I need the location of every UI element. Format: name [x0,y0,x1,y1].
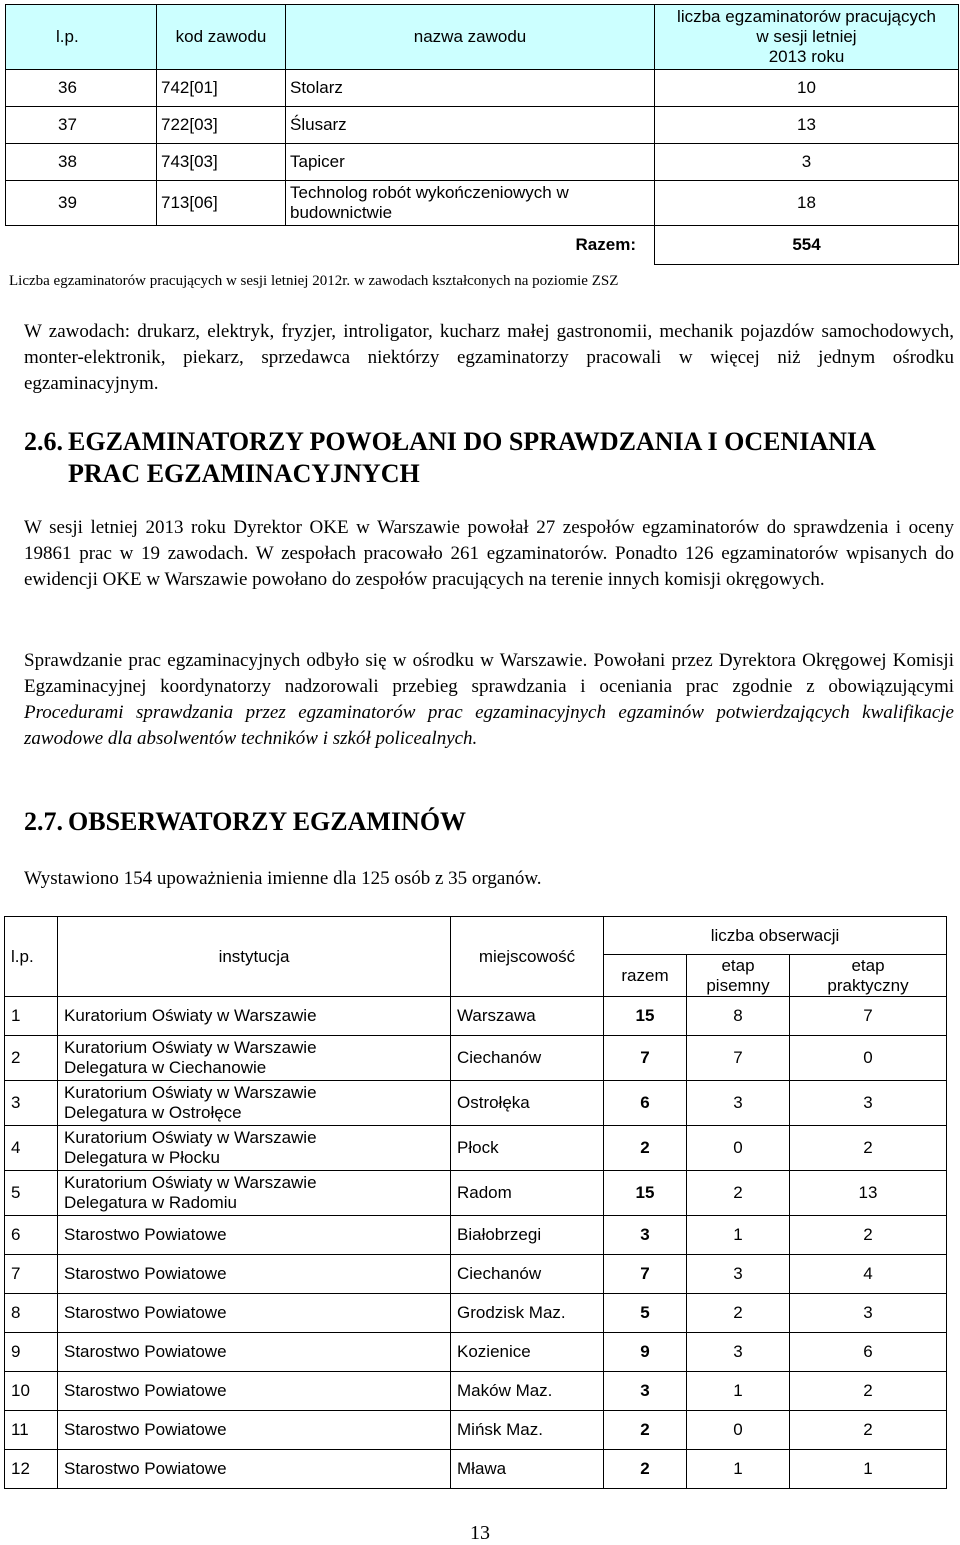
cell-razem: 3 [604,1216,687,1255]
cell-praktyczny: 13 [790,1171,947,1216]
cell-nazwa [286,181,655,226]
cell-instytucja-line1: Starostwo Powiatowe [64,1303,227,1322]
cell-praktyczny: 4 [790,1255,947,1294]
cell-miejscowosc: Maków Maz. [451,1372,604,1411]
examiners-table-header [6,5,959,70]
cell-instytucja [58,1126,451,1171]
page-number: 13 [470,1522,490,1544]
section-heading-2-6 [24,426,876,490]
cell-instytucja-line2: Delegatura w Ostrołęce [64,1103,242,1122]
cell-nazwa-line1: Technolog robót wykończeniowych w [290,183,569,202]
cell-instytucja-line1: Starostwo Powiatowe [64,1264,227,1283]
cell-instytucja-line1: Starostwo Powiatowe [64,1342,227,1361]
observers-table [4,916,947,1489]
header-liczba-line2: w sesji letniej [756,27,857,46]
cell-razem: 5 [604,1294,687,1333]
header-pisemny-line1: etap [721,955,755,975]
cell-instytucja [58,997,451,1036]
cell-lp: 3 [5,1081,58,1126]
observers-table-body [5,997,947,1489]
cell-instytucja-line1: Kuratorium Oświaty w Warszawie [64,1173,317,1192]
cell-lp: 37 [6,107,157,144]
cell-praktyczny: 2 [790,1126,947,1171]
cell-praktyczny: 2 [790,1411,947,1450]
cell-praktyczny: 7 [790,997,947,1036]
cell-pisemny: 3 [687,1081,790,1126]
cell-razem: 7 [604,1036,687,1081]
table-row [5,1216,947,1255]
cell-miejscowosc: Kozienice [451,1333,604,1372]
cell-nazwa-line2: budownictwie [290,203,393,222]
cell-instytucja-line1: Starostwo Powiatowe [64,1459,227,1478]
cell-miejscowosc: Białobrzegi [451,1216,604,1255]
sum-label: Razem: [575,235,636,255]
cell-lp: 6 [5,1216,58,1255]
cell-lp: 1 [5,997,58,1036]
section-title-line2: PRAC EGZAMINACYJNYCH [68,459,420,488]
cell-instytucja-line1: Starostwo Powiatowe [64,1420,227,1439]
cell-lp: 5 [5,1171,58,1216]
header-miejscowosc: miejscowość [451,917,604,997]
paragraph-checking [24,648,954,752]
cell-instytucja [58,1081,451,1126]
table-caption: Liczba egzaminatorów pracujących w sesji letniej 2012r. w zawodach kształconych na poziomie ZSZ [9,273,619,289]
cell-nazwa: Stolarz [286,70,655,107]
cell-pisemny: 1 [687,1372,790,1411]
header-nazwa: nazwa zawodu [286,5,655,70]
header-razem: razem [604,955,687,997]
header-pisemny [687,955,790,997]
cell-pisemny: 3 [687,1333,790,1372]
cell-lp: 38 [6,144,157,181]
cell-miejscowosc: Ciechanów [451,1255,604,1294]
cell-instytucja [58,1450,451,1489]
table-row [5,1450,947,1489]
paragraph-authorizations: Wystawiono 154 upoważnienia imienne dla 125 osób z 35 organów. [24,868,542,889]
table-row [5,997,947,1036]
cell-miejscowosc: Radom [451,1171,604,1216]
cell-razem: 15 [604,1171,687,1216]
section-title-line1: EGZAMINATORZY POWOŁANI DO SPRAWDZANIA I OCENIANIA [68,427,876,456]
cell-praktyczny: 6 [790,1333,947,1372]
cell-pisemny: 7 [687,1036,790,1081]
cell-pisemny: 1 [687,1216,790,1255]
cell-liczba: 3 [655,144,959,181]
cell-kod: 722[03] [157,107,286,144]
cell-razem: 9 [604,1333,687,1372]
header-praktyczny-line1: etap [851,955,885,975]
table-row [6,70,959,107]
cell-nazwa: Tapicer [286,144,655,181]
cell-pisemny: 3 [687,1255,790,1294]
paragraph-examiners: W sesji letniej 2013 roku Dyrektor OKE w Warszawie powołał 27 zespołów egzaminatorów do sprawdzenia i oceny 19861 prac w 19 zawodach. W zespołach pracowało 261 egzaminatorów. Ponadto 126 egzaminatorów wpisanych do ewidencji OKE w Warszawie powołano do zespołów pracujących na terenie innych komisji okręgowych. [24,517,954,590]
sum-value: 554 [655,226,959,265]
cell-kod: 743[03] [157,144,286,181]
table-sum-row [6,226,959,265]
cell-instytucja [58,1372,451,1411]
table-row [5,1411,947,1450]
cell-praktyczny: 3 [790,1081,947,1126]
cell-instytucja-line1: Kuratorium Oświaty w Warszawie [64,1006,317,1025]
cell-miejscowosc: Mława [451,1450,604,1489]
cell-razem: 7 [604,1255,687,1294]
cell-instytucja-line1: Kuratorium Oświaty w Warszawie [64,1083,317,1102]
section-heading-2-7 [24,806,466,838]
examiners-table [5,4,959,265]
cell-kod: 713[06] [157,181,286,226]
cell-miejscowosc: Ostrołęka [451,1081,604,1126]
cell-praktyczny: 1 [790,1450,947,1489]
cell-kod: 742[01] [157,70,286,107]
table-row [6,181,959,226]
observers-table-header [5,917,947,955]
table-row [5,1126,947,1171]
cell-lp: 11 [5,1411,58,1450]
cell-lp: 10 [5,1372,58,1411]
cell-miejscowosc: Płock [451,1126,604,1171]
header-kod: kod zawodu [157,5,286,70]
cell-instytucja [58,1411,451,1450]
table-row [5,1372,947,1411]
cell-praktyczny: 0 [790,1036,947,1081]
table-row [6,107,959,144]
cell-pisemny: 2 [687,1171,790,1216]
cell-instytucja [58,1255,451,1294]
cell-instytucja [58,1036,451,1081]
section-title: OBSERWATORZY EGZAMINÓW [68,807,467,836]
cell-instytucja [58,1171,451,1216]
table-row [5,1171,947,1216]
cell-instytucja-line1: Kuratorium Oświaty w Warszawie [64,1038,317,1057]
cell-razem: 2 [604,1126,687,1171]
header-instytucja: instytucja [58,917,451,997]
table-row [5,1333,947,1372]
paragraph-professions: W zawodach: drukarz, elektryk, fryzjer, introligator, kucharz małej gastronomii, mechanik pojazdów samochodowych, monter-elektronik, piekarz, sprzedawca niektórzy egzaminatorzy pracowali w więcej niż jednym ośrodku egzaminacyjnym. [24,321,954,394]
header-liczba [655,5,959,70]
cell-instytucja-line1: Starostwo Powiatowe [64,1381,227,1400]
cell-instytucja [58,1333,451,1372]
table-row [5,1294,947,1333]
cell-miejscowosc: Grodzisk Maz. [451,1294,604,1333]
table-row [5,1036,947,1081]
cell-lp: 12 [5,1450,58,1489]
paragraph-checking-procedures: Procedurami sprawdzania przez egzaminatorów prac egzaminacyjnych egzaminów potwierdzających kwalifikacje zawodowe dla absolwentów techników i szkół policealnych. [24,702,954,749]
cell-lp: 9 [5,1333,58,1372]
cell-razem: 15 [604,997,687,1036]
cell-pisemny: 2 [687,1294,790,1333]
cell-instytucja-line1: Starostwo Powiatowe [64,1225,227,1244]
cell-instytucja-line2: Delegatura w Radomiu [64,1193,237,1212]
header-liczba-line1: liczba egzaminatorów pracujących [677,7,936,26]
cell-lp: 8 [5,1294,58,1333]
table-row [5,1255,947,1294]
section-number: 2.7. [24,807,63,836]
cell-instytucja-line2: Delegatura w Płocku [64,1148,220,1167]
cell-praktyczny: 2 [790,1372,947,1411]
section-number: 2.6. [24,427,63,456]
cell-lp: 39 [6,181,157,226]
cell-lp: 7 [5,1255,58,1294]
cell-instytucja [58,1216,451,1255]
cell-pisemny: 0 [687,1126,790,1171]
cell-pisemny: 8 [687,997,790,1036]
cell-miejscowosc: Ciechanów [451,1036,604,1081]
cell-razem: 3 [604,1372,687,1411]
cell-razem: 2 [604,1411,687,1450]
cell-instytucja-line1: Kuratorium Oświaty w Warszawie [64,1128,317,1147]
cell-lp: 2 [5,1036,58,1081]
header-praktyczny-line2: praktyczny [827,975,909,995]
cell-nazwa: Ślusarz [286,107,655,144]
header-liczba-line3: 2013 roku [768,47,845,66]
cell-pisemny: 0 [687,1411,790,1450]
cell-lp: 4 [5,1126,58,1171]
table-row [6,144,959,181]
table-row [5,1081,947,1126]
header-liczba-obserwacji: liczba obserwacji [604,917,947,955]
cell-lp: 36 [6,70,157,107]
cell-praktyczny: 3 [790,1294,947,1333]
paragraph-checking-text: Sprawdzanie prac egzaminacyjnych odbyło się w ośrodku w Warszawie. Powołani przez Dyrektora Okręgowej Komisji Egzaminacyjnej koordynatorzy nadzorowali przebieg sprawdzania i oceniania prac zgodnie z obowiązującymi [24,650,954,697]
cell-liczba: 10 [655,70,959,107]
cell-miejscowosc: Mińsk Maz. [451,1411,604,1450]
cell-praktyczny: 2 [790,1216,947,1255]
header-praktyczny [790,955,947,997]
cell-pisemny: 1 [687,1450,790,1489]
header-lp: l.p. [5,917,58,997]
cell-razem: 6 [604,1081,687,1126]
cell-liczba: 18 [655,181,959,226]
cell-instytucja-line2: Delegatura w Ciechanowie [64,1058,267,1077]
header-lp: l.p. [6,5,157,70]
cell-razem: 2 [604,1450,687,1489]
cell-liczba: 13 [655,107,959,144]
header-pisemny-line2: pisemny [706,975,770,995]
cell-instytucja [58,1294,451,1333]
cell-miejscowosc: Warszawa [451,997,604,1036]
